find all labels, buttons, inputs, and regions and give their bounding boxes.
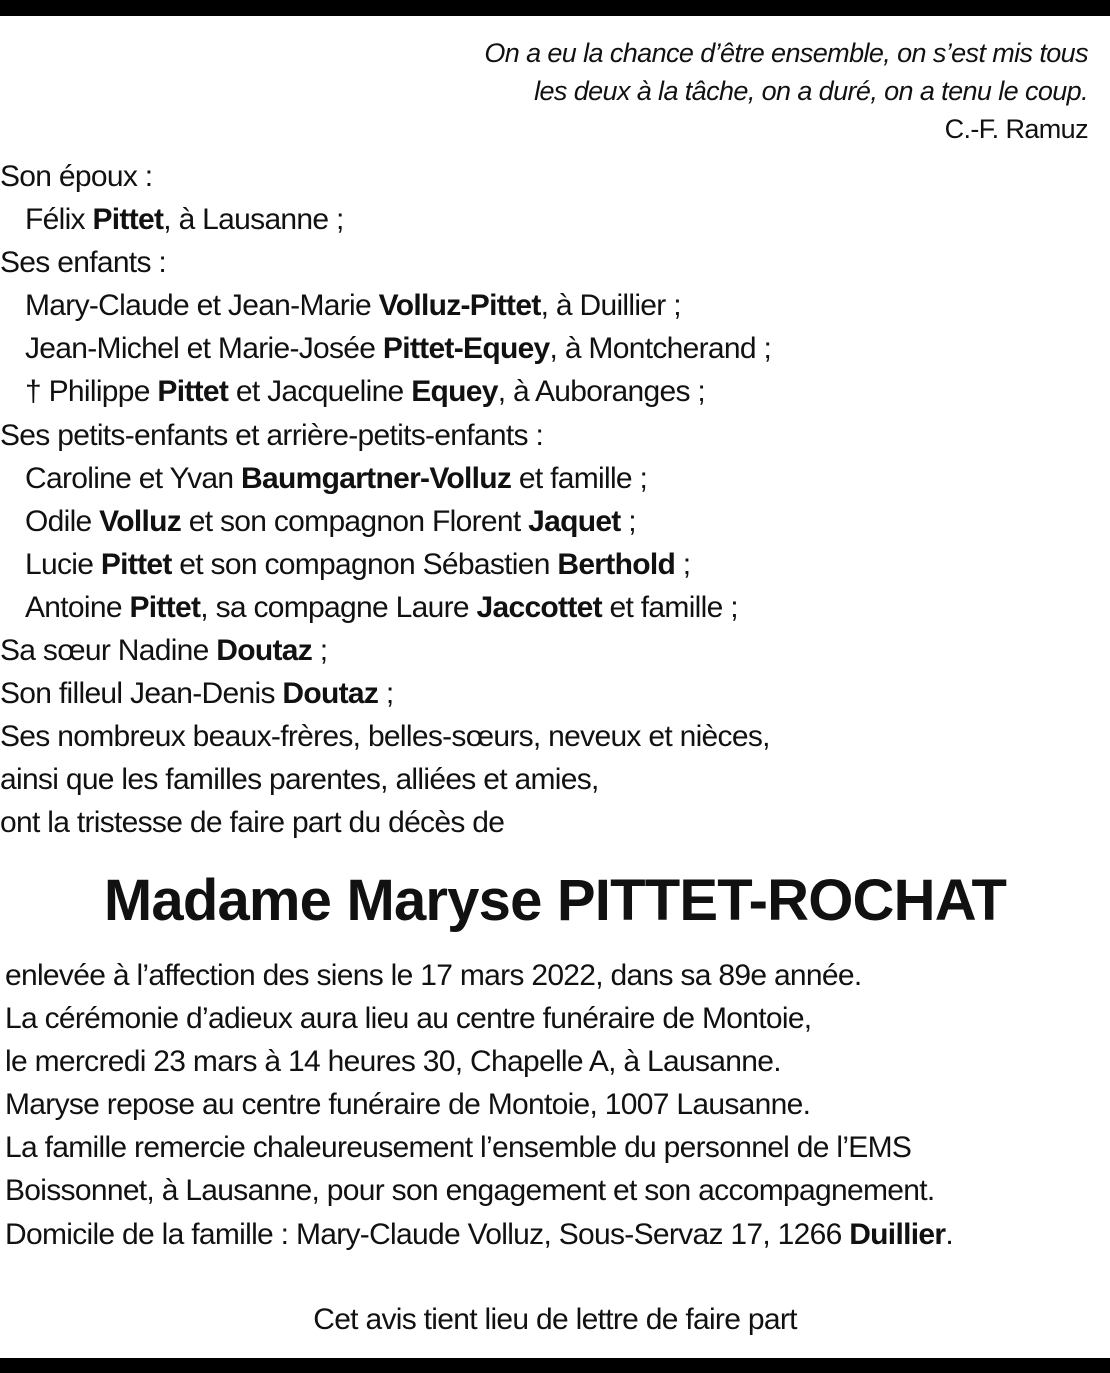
families-line: ainsi que les familles parentes, alliées et amies, xyxy=(0,763,599,797)
child-entry: Jean-Michel et Marie-Josée Pittet-Equey, à Montcherand ; xyxy=(25,332,772,366)
ceremony-details xyxy=(5,954,953,1256)
grandchild-entry: Antoine Pittet, sa compagne Laure Jaccottet et famille ; xyxy=(25,590,738,624)
deceased-name: Madame Maryse PITTET-ROCHAT xyxy=(103,868,1007,933)
epigraph-line: On a eu la chance d’être ensemble, on s’est mis tous xyxy=(484,38,1088,68)
family-list xyxy=(0,155,771,845)
grandchild-entry: Caroline et Yvan Baumgartner-Volluz et famille ; xyxy=(25,461,648,495)
child-entry: † Philippe Pittet et Jacqueline Equey, à Auboranges ; xyxy=(25,375,706,409)
epigraph-author: C.-F. Ramuz xyxy=(944,114,1088,144)
sister-entry: Sa sœur Nadine Doutaz ; xyxy=(0,634,328,668)
child-entry: Mary-Claude et Jean-Marie Volluz-Pittet, à Duillier ; xyxy=(25,289,681,323)
bottom-border xyxy=(0,1358,1110,1373)
grandchildren-heading: Ses petits-enfants et arrière-petits-enfants : xyxy=(0,418,544,452)
details-line: Boissonnet, à Lausanne, pour son engagement et son accompagnement. xyxy=(5,1174,935,1208)
grandchild-entry: Odile Volluz et son compagnon Florent Jaquet ; xyxy=(25,504,636,538)
details-line: enlevée à l’affection des siens le 17 mars 2022, dans sa 89e année. xyxy=(5,959,862,992)
epigraph xyxy=(484,34,1088,148)
details-line: La cérémonie d’adieux aura lieu au centre funéraire de Montoie, xyxy=(5,1002,812,1036)
announcement-line: ont la tristesse de faire part du décès de xyxy=(0,806,505,840)
spouse-heading: Son époux : xyxy=(0,160,153,193)
children-heading: Ses enfants : xyxy=(0,246,167,280)
godson-entry: Son filleul Jean-Denis Doutaz ; xyxy=(0,677,394,711)
relatives-line: Ses nombreux beaux-frères, belles-sœurs, neveux et nièces, xyxy=(0,720,770,754)
family-address-line: Domicile de la famille : Mary-Claude Volluz, Sous-Servaz 17, 1266 Duillier. xyxy=(5,1217,953,1251)
closing-note: Cet avis tient lieu de lettre de faire part xyxy=(313,1303,797,1336)
spouse-entry: Félix Pittet, à Lausanne ; xyxy=(25,203,344,237)
details-line: le mercredi 23 mars à 14 heures 30, Chapelle A, à Lausanne. xyxy=(5,1045,781,1079)
grandchild-entry: Lucie Pittet et son compagnon Sébastien Berthold ; xyxy=(25,547,691,581)
epigraph-line: les deux à la tâche, on a duré, on a tenu le coup. xyxy=(534,76,1088,106)
top-border xyxy=(0,0,1110,16)
details-line: La famille remercie chaleureusement l’ensemble du personnel de l’EMS xyxy=(5,1131,912,1165)
details-line: Maryse repose au centre funéraire de Montoie, 1007 Lausanne. xyxy=(5,1088,811,1122)
